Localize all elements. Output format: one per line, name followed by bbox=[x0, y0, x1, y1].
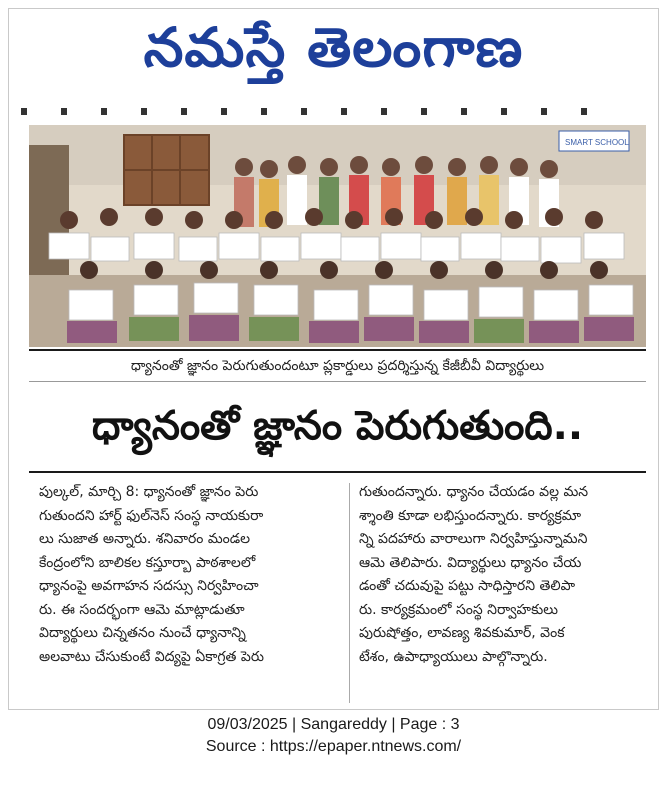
photo-caption: ధ్యానంతో జ్ఞానం పెరుగుతుందంటూ ప్లకార్డులు ప్రదర్శిస్తున్న కేజీబీవీ విద్యార్థులు bbox=[130, 358, 545, 374]
article-line: గుతుందన్నారు. ధ్యానం చేయడం వల్ల మన bbox=[359, 484, 589, 500]
article-line: న్ని పదహారు వారాలుగా నిర్వహిస్తున్నామని bbox=[359, 531, 588, 547]
edition-info: 09/03/2025 | Sangareddy | Page : 3 bbox=[207, 716, 460, 733]
news-photo bbox=[29, 125, 646, 347]
previous-article-remnant bbox=[21, 101, 646, 115]
article-line: విద్యార్థులు చిన్నతనం నుంచే ధ్యానాన్ని bbox=[39, 625, 246, 641]
article-line: ధ్యానంపై అవగాహన సదస్సు నిర్వహించా bbox=[39, 578, 259, 594]
article-line: లు సుజాత అన్నారు. శనివారం మండల bbox=[39, 531, 251, 547]
column-divider bbox=[349, 483, 350, 703]
article-headline: ధ్యానంతో జ్ఞానం పెరుగుతుంది.. bbox=[91, 403, 584, 449]
smart-school-banner: SMART SCHOOL bbox=[565, 138, 629, 147]
article-line: శ్శాంతి కూడా లభిస్తుందన్నారు. కార్యక్రమా bbox=[359, 507, 582, 524]
article-column-right bbox=[359, 481, 659, 669]
article-column-left bbox=[39, 481, 339, 669]
article-line: గుతుందని హార్ట్ ఫుల్‌నెస్ సంస్థ నాయకురా bbox=[39, 507, 264, 524]
source-link[interactable]: Source : https://epaper.ntnews.com/ bbox=[205, 738, 462, 755]
epaper-footer bbox=[0, 714, 667, 758]
article-line: కేంద్రంలోని బాలికల కస్తూర్బా పాఠశాలలో bbox=[39, 554, 256, 571]
article-line: పుల్కల్, మార్చి 8: ధ్యానంతో జ్ఞానం పెరు bbox=[39, 484, 259, 500]
epaper-clipping bbox=[8, 8, 659, 710]
article-line: అలవాటు చేసుకుంటే విద్యపై ఏకాగ్రత పెరు bbox=[39, 648, 264, 665]
caption-rule-top bbox=[29, 349, 646, 351]
article-line: రు. కార్యక్రమంలో సంస్థ నిర్వాహకులు bbox=[359, 601, 559, 618]
students-with-placards-photo bbox=[29, 125, 646, 347]
article-line: డంతో చదువుపై పట్టు సాధిస్తారని తెలిపా bbox=[359, 578, 576, 594]
headline-rule bbox=[29, 471, 646, 473]
article-line: పురుషోత్తం, లావణ్య శివకుమార్, వెంక bbox=[359, 625, 565, 641]
article-line: రు. ఈ సందర్భంగా ఆమె మాట్లాడుతూ bbox=[39, 601, 245, 618]
caption-rule-bottom bbox=[29, 381, 646, 382]
article-line: ఆమె తెలిపారు. విద్యార్థులు ధ్యానం చేయ bbox=[359, 554, 582, 571]
article-line: టేశం, ఉపాధ్యాయులు పాల్గొన్నారు. bbox=[359, 648, 548, 665]
newspaper-masthead: నమస్తే తెలంగాణ bbox=[143, 15, 524, 79]
